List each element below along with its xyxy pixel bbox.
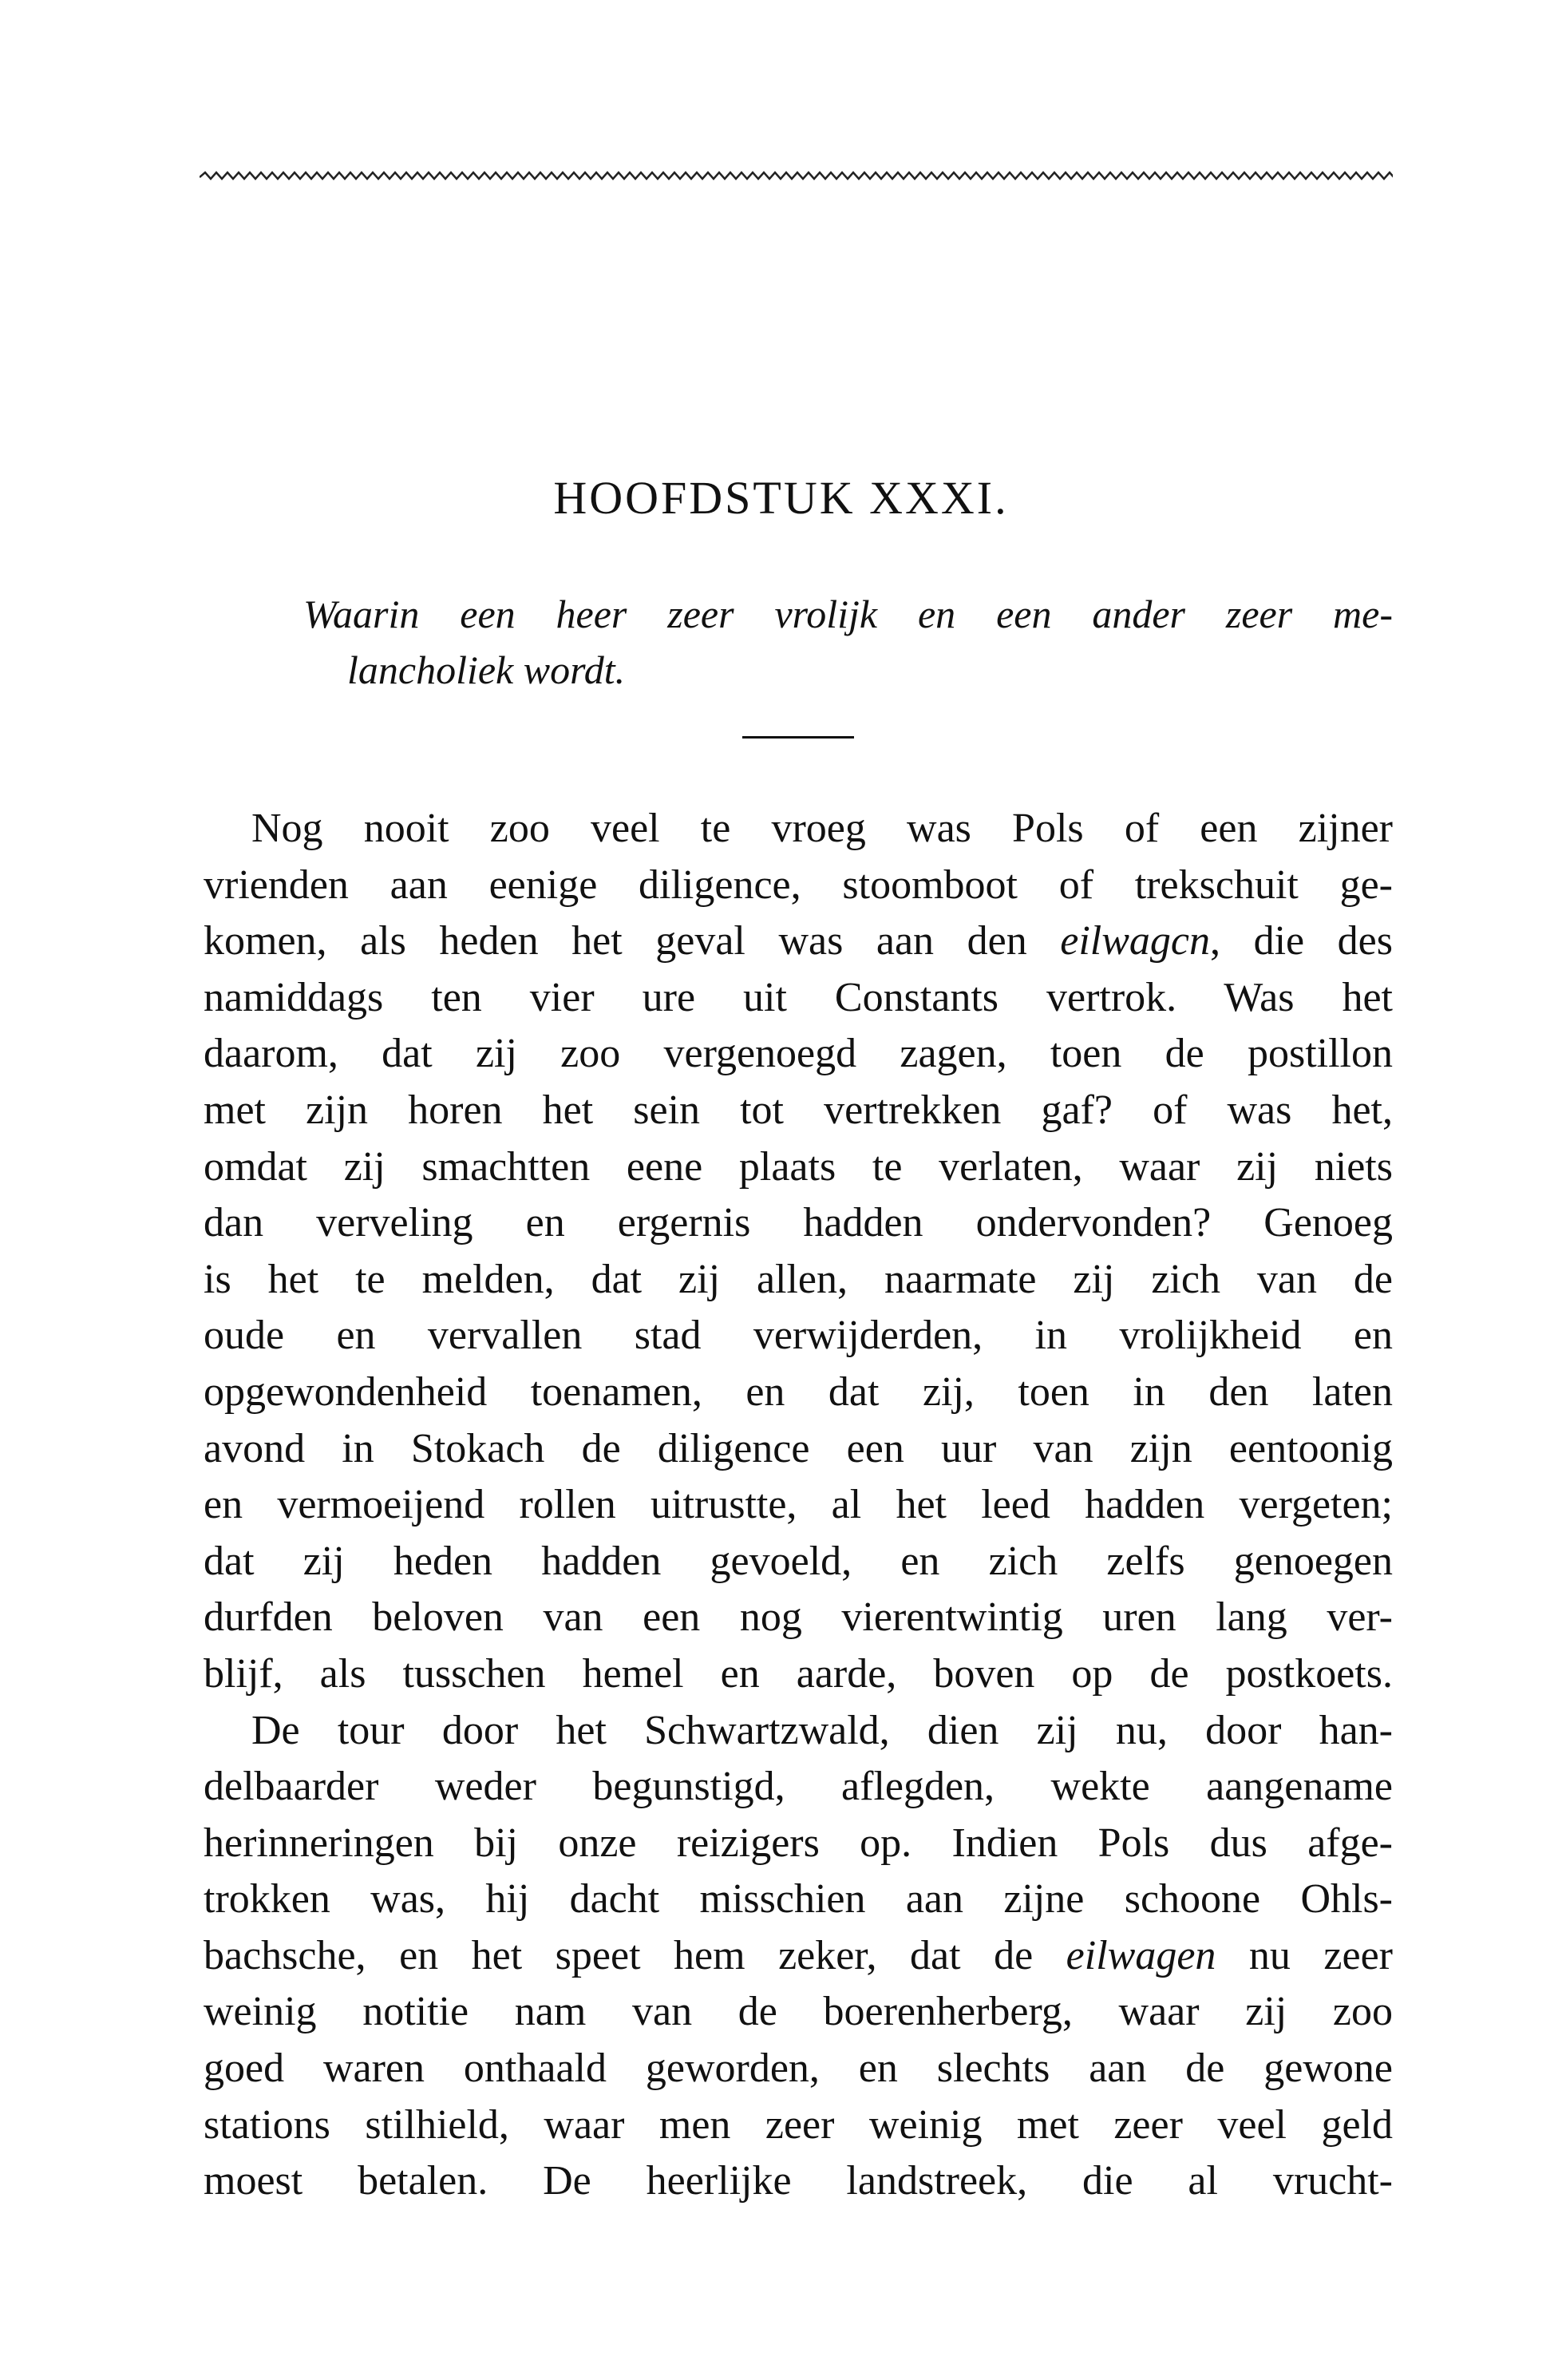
text-line	[204, 1308, 1393, 1364]
text-line	[204, 1026, 1393, 1083]
text-segment: is het te melden, dat zij allen, naarmate zij zich van de	[204, 1256, 1393, 1302]
text-line	[204, 1364, 1393, 1421]
chapter-subtitle-line-1: Waarin een heer zeer vrolijk en een ander zeer me-	[303, 592, 1393, 636]
text-segment: bachsche, en het speet hem zeker, dat de	[204, 1932, 1066, 1978]
text-line	[204, 1195, 1393, 1252]
chapter-heading: HOOFDSTUK XXXI.	[553, 472, 1009, 524]
text-segment: met zijn horen het sein tot vertrekken gaf? of was het,	[204, 1087, 1393, 1133]
wavy-line	[200, 172, 1393, 179]
text-line	[204, 1703, 1393, 1760]
text-segment: blijf, als tusschen hemel en aarde, boven op de postkoets.	[204, 1650, 1393, 1697]
text-line	[204, 1816, 1393, 1872]
text-line	[204, 857, 1393, 914]
text-line	[204, 2041, 1393, 2097]
text-segment: omdat zij smachtten eene plaats te verlaten, waar zij niets	[204, 1143, 1393, 1190]
text-segment: daarom, dat zij zoo vergenoegd zagen, toen de postillon	[204, 1031, 1393, 1077]
text-segment: durfden beloven van een nog vierentwintig uren lang ver-	[204, 1594, 1393, 1641]
text-segment: namiddags ten vier ure uit Constants vertrok. Was het	[204, 974, 1393, 1020]
text-segment: vrienden aan eenige diligence, stoomboot of trekschuit ge-	[204, 861, 1393, 908]
text-line	[204, 1984, 1393, 2041]
text-segment: , die des	[1210, 918, 1393, 964]
text-segment: goed waren onthaald geworden, en slechts aan de gewone	[204, 2045, 1393, 2092]
text-segment: De tour door het Schwartzwald, dien zij nu, door han-	[251, 1707, 1393, 1753]
section-divider	[742, 736, 854, 739]
text-segment: opgewondenheid toenamen, en dat zij, toen in den laten	[204, 1368, 1393, 1415]
text-line	[204, 1759, 1393, 1816]
text-segment: avond in Stokach de diligence een uur van zijn eentoonig	[204, 1425, 1393, 1471]
italic-text: eilwagcn	[1060, 918, 1211, 964]
text-line	[204, 1252, 1393, 1309]
text-segment: moest betalen. De heerlijke landstreek, die al vrucht-	[204, 2158, 1393, 2204]
text-segment: komen, als heden het geval was aan den	[204, 918, 1061, 964]
text-line	[204, 2097, 1393, 2154]
text-line	[204, 1421, 1393, 1478]
text-segment: weinig notitie nam van de boerenherberg, waar zij zoo	[204, 1989, 1393, 2035]
text-line	[204, 1928, 1393, 1985]
text-line	[204, 2153, 1393, 2210]
body-text	[204, 801, 1393, 2210]
italic-text: eilwagen	[1066, 1932, 1216, 1978]
text-segment: dan verveling en ergernis hadden ondervonden? Genoeg	[204, 1200, 1393, 1246]
chapter-subtitle-line-2: lancholiek wordt.	[347, 647, 626, 692]
text-segment: Nog nooit zoo veel te vroeg was Pols of een zijner	[251, 806, 1393, 851]
text-line	[204, 1871, 1393, 1928]
text-segment: en vermoeijend rollen uitrustte, al het leed hadden vergeten;	[204, 1482, 1393, 1528]
text-line	[204, 970, 1393, 1027]
text-line	[204, 1477, 1393, 1534]
text-segment: oude en vervallen stad verwijderden, in vrolijkheid en	[204, 1313, 1393, 1359]
text-line	[204, 1534, 1393, 1590]
text-segment: nu zeer	[1216, 1932, 1393, 1978]
text-line	[204, 1590, 1393, 1646]
text-segment: stations stilhield, waar men zeer weinig met zeer veel geld	[204, 2101, 1393, 2148]
text-line	[204, 801, 1393, 857]
decorative-wavy-rule	[200, 169, 1393, 185]
text-segment: delbaarder weder begunstigd, aflegden, wekte aangename	[204, 1764, 1393, 1810]
text-line	[204, 1083, 1393, 1139]
text-line	[204, 1646, 1393, 1703]
text-line	[204, 913, 1393, 970]
text-segment: trokken was, hij dacht misschien aan zijne schoone Ohls-	[204, 1876, 1393, 1923]
text-line	[204, 1139, 1393, 1196]
text-segment: dat zij heden hadden gevoeld, en zich zelfs genoegen	[204, 1538, 1393, 1584]
text-segment: herinneringen bij onze reizigers op. Indien Pols dus afge-	[204, 1820, 1393, 1866]
